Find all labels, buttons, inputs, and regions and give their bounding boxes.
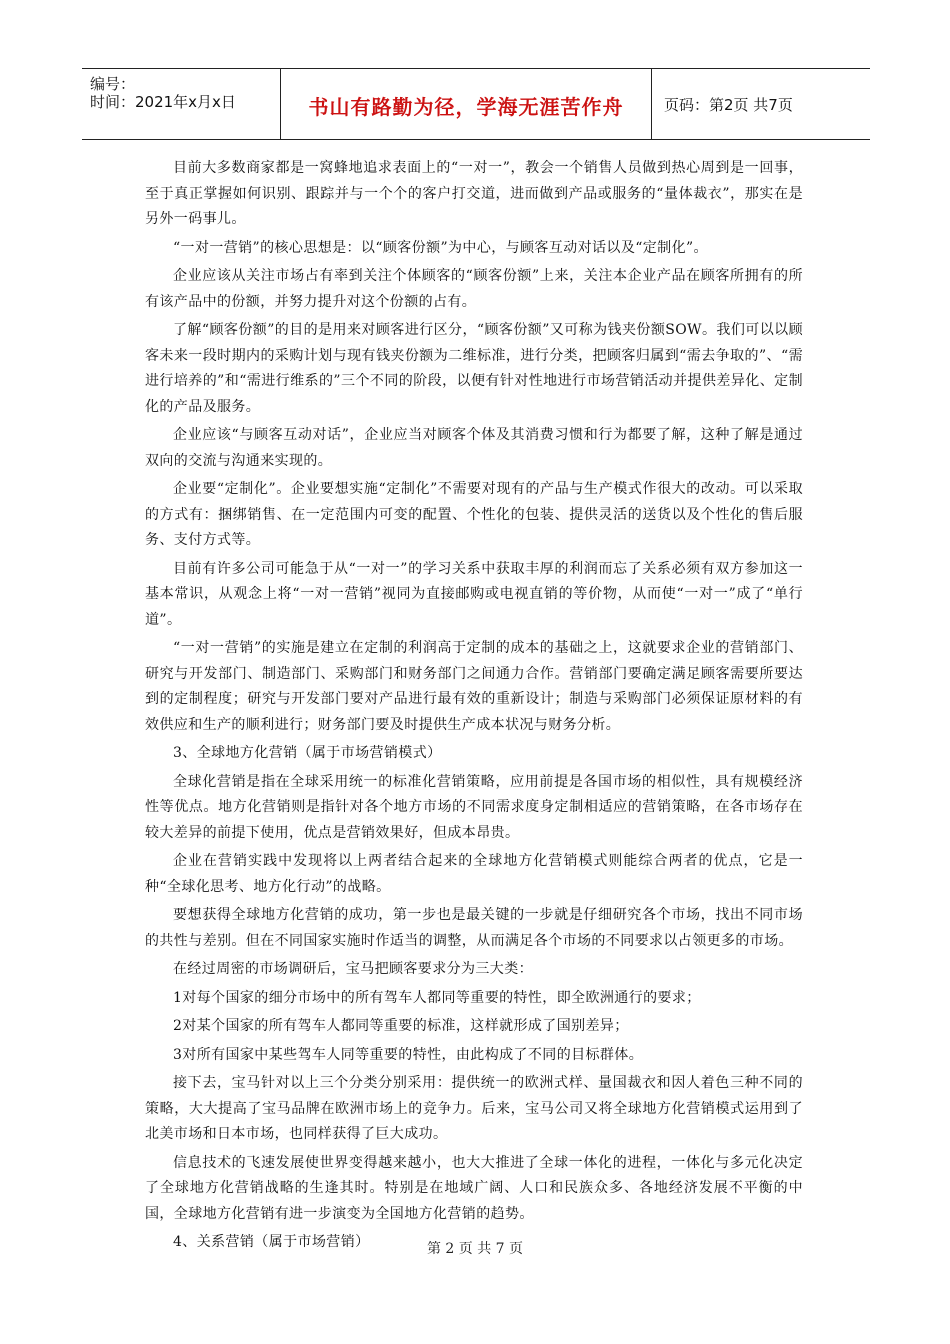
- paragraph: 企业要“定制化”。企业要想实施“定制化”不需要对现有的产品与生产模式作很大的改动。可以采取的方式有：捆绑销售、在一定范围内可变的配置、个性化的包装、提供灵活的送货以及个性化的售后服务、支付方式等。: [145, 481, 803, 548]
- paragraph: “一对一营销”的实施是建立在定制的利润高于定制的成本的基础之上，这就要求企业的营销部门、研究与开发部门、制造部门、采购部门和财务部门之间通力合作。营销部门要确定满足顾客需要所要达到的定制程度；研究与开发部门要对产品进行最有效的重新设计；制造与采购部门必须保证原材料的有效供应和生产的顺利进行；财务部门要及时提供生产成本状况与财务分析。: [145, 640, 803, 733]
- paragraph: 企业应该从关注市场占有率到关注个体顾客的“顾客份额”上来，关注本企业产品在顾客所拥有的所有该产品中的份额，并努力提升对这个份额的占有。: [145, 268, 803, 310]
- list-item: 1对每个国家的细分市场中的所有驾车人都同等重要的特性，即全欧洲通行的要求；: [173, 989, 701, 1006]
- paragraph: 要想获得全球地方化营销的成功，第一步也是最关键的一步就是仔细研究各个市场，找出不同市场的共性与差别。但在不同国家实施时作适当的调整，从而满足各个市场的不同要求以占领更多的市场。: [145, 907, 803, 949]
- paragraph: 目前大多数商家都是一窝蜂地追求表面上的“一对一”，教会一个销售人员做到热心周到是一回事，至于真正掌握如何识别、跟踪并与一个个的客户打交道，进而做到产品或服务的“量体裁衣”，那实在是另外一码事儿。: [145, 160, 803, 227]
- document-body: [145, 156, 803, 1259]
- page-header: [82, 68, 870, 140]
- header-meta-cell: [82, 69, 280, 139]
- paragraph: 目前有许多公司可能急于从“一对一”的学习关系中获取丰厚的利润而忘了关系必须有双方参加这一基本常识，从观念上将“一对一营销”视同为直接邮购或电视直销的等价物，从而使“一对一”成了“单行道”。: [145, 560, 803, 628]
- header-motto: 书山有路勤为径，学海无涯苦作舟: [308, 95, 624, 119]
- header-page-info: 页码：第2页 共7页: [664, 96, 793, 114]
- paragraph: 全球化营销是指在全球采用统一的标准化营销策略，应用前提是各国市场的相似性，具有规模经济性等优点。地方化营销则是指针对各个地方市场的不同需求度身定制相适应的营销策略，在各市场存在较大差异的前提下使用，优点是营销效果好，但成本昂贵。: [145, 773, 803, 841]
- paragraph: 在经过周密的市场调研后，宝马把顾客要求分为三大类：: [173, 961, 533, 977]
- document-date-label: 时间：2021年x月x日: [90, 93, 236, 111]
- header-page-cell: [650, 69, 870, 139]
- page-footer: 第 2 页 共 7 页: [426, 1241, 524, 1257]
- paragraph: 信息技术的飞速发展使世界变得越来越小，也大大推进了全球一体化的进程，一体化与多元化决定了全球地方化营销战略的生逢其时。特别是在地域广阔、人口和民族众多、各地经济发展不平衡的中国，全球地方化营销有进一步演变为全国地方化营销的趋势。: [145, 1154, 803, 1222]
- section-heading: 4、关系营销（属于市场营销）: [173, 1234, 370, 1250]
- document-number-label: 编号：: [90, 75, 136, 93]
- paragraph: 接下去，宝马针对以上三个分类分别采用：提供统一的欧洲式样、量国裁衣和因人着色三种不同的策略，大大提高了宝马品牌在欧洲市场上的竞争力。后来，宝马公司又将全球地方化营销模式运用到了北美市场和日本市场，也同样获得了巨大成功。: [145, 1075, 803, 1142]
- paragraph: 企业应该“与顾客互动对话”，企业应当对顾客个体及其消费习惯和行为都要了解，这种了解是通过双向的交流与沟通来实现的。: [145, 427, 803, 469]
- header-motto-cell: [280, 69, 652, 139]
- paragraph: 企业在营销实践中发现将以上两者结合起来的全球地方化营销模式则能综合两者的优点，它是一种“全球化思考、地方化行动”的战略。: [145, 853, 803, 895]
- paragraph: 了解“顾客份额”的目的是用来对顾客进行区分，“顾客份额”又可称为钱夹份额SOW。我们可以以顾客未来一段时期内的采购计划与现有钱夹份额为二维标准，进行分类，把顾客归属到“需去争取的”、“需进行培养的”和“需进行维系的”三个不同的阶段，以便有针对性地进行市场营销活动并提供差异化、定制化的产品及服务。: [145, 322, 803, 415]
- section-heading: 3、全球地方化营销（属于市场营销模式）: [173, 745, 442, 761]
- paragraph: “一对一营销”的核心思想是：以“顾客份额”为中心，与顾客互动对话以及“定制化”。: [173, 239, 708, 256]
- list-item: 3对所有国家中某些驾车人同等重要的特性，由此构成了不同的目标群体。: [173, 1046, 644, 1063]
- list-item: 2对某个国家的所有驾车人都同等重要的标准，这样就形成了国别差异；: [173, 1018, 629, 1034]
